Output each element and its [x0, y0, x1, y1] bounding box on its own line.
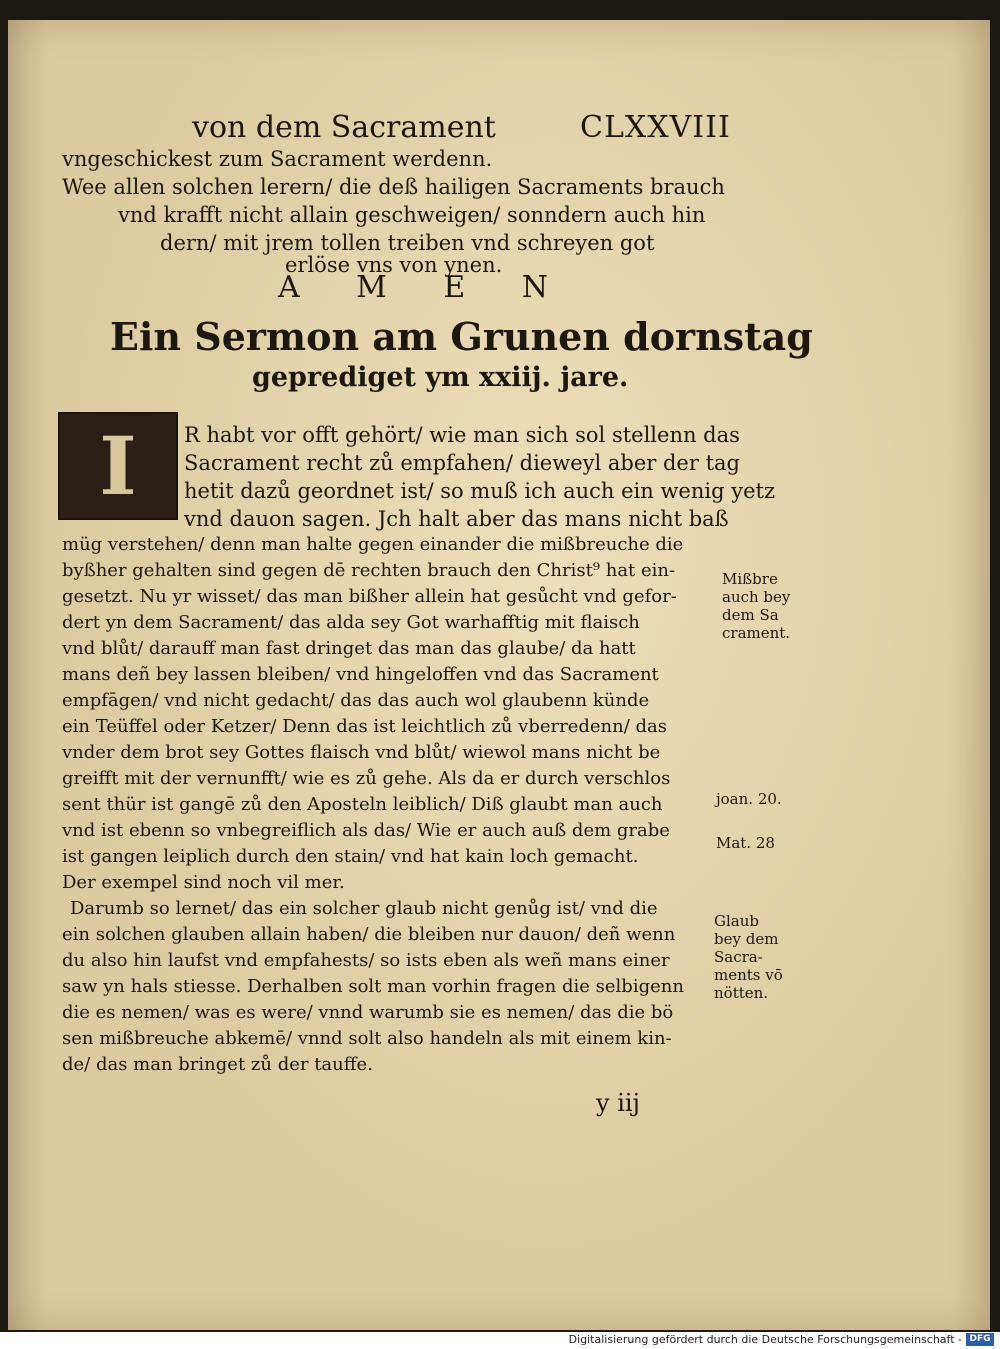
margin-note-line: crament. [722, 624, 791, 642]
folio-number: CLXXVIII [580, 110, 731, 145]
amen-letter: M [356, 270, 387, 305]
text-line: mans deñ bey lassen bleiben/ vnd hingeloffen vnd das Sacrament [62, 664, 659, 685]
amen-letter: N [521, 270, 548, 305]
margin-note [716, 834, 775, 852]
text-line: du also hin laufst vnd empfahests/ so ists eben als weñ mans einer [62, 950, 670, 971]
text-line: de/ das man bringet zů der tauffe. [62, 1054, 373, 1075]
funding-credit: Digitalisierung gefördert durch die Deutsche Forschungsgemeinschaft - [568, 1333, 962, 1346]
margin-note-line: Mißbre [722, 570, 778, 588]
text-line: Wee allen solchen lerern/ die deß hailigen Sacraments brauch [62, 175, 725, 199]
margin-note-line: ments vō [714, 966, 783, 984]
text-line: ein Teüffel oder Ketzer/ Denn das ist leichtlich zů vberredenn/ das [62, 716, 667, 737]
signature-mark: y iij [596, 1089, 640, 1117]
text-line: Darumb so lernet/ das ein solcher glaub nicht genůg ist/ vnd die [70, 898, 658, 919]
text-line: dern/ mit jrem tollen treiben vnd schreyen got [160, 231, 655, 255]
decorated-initial [58, 412, 178, 520]
margin-note-line: auch bey [722, 588, 791, 606]
text-line: vnd blůt/ darauff man fast dringet das man das glaube/ da hatt [62, 638, 636, 659]
margin-note-line: dem Sa [722, 606, 779, 624]
footer-bar [0, 1332, 1000, 1349]
text-line: R habt vor offt gehört/ wie man sich sol stellenn das [184, 423, 740, 447]
text-line: empfāgen/ vnd nicht gedacht/ das das auch wol glaubenn künde [62, 690, 650, 711]
text-line: erlöse vns von ynen. [285, 253, 503, 277]
text-line: saw yn hals stiesse. Derhalben solt man vorhin fragen die selbigenn [62, 976, 684, 997]
sermon-title: Ein Sermon am Grunen dornstag [110, 314, 813, 359]
amen-line [278, 270, 548, 306]
text-line: die es nemen/ was es were/ vnnd warumb sie es nemen/ das die bö [62, 1002, 674, 1023]
amen-letter: E [443, 270, 466, 305]
margin-note [716, 790, 782, 808]
running-title: von dem Sacrament [192, 110, 496, 145]
margin-note [722, 570, 790, 642]
amen-letter: A [278, 270, 300, 305]
text-line: vnd dauon sagen. Jch halt aber das mans nicht baß [184, 507, 729, 531]
text-line: Der exempel sind noch vil mer. [62, 872, 345, 893]
sermon-subtitle: geprediget ym xxiij. jare. [252, 362, 629, 393]
text-line: müg verstehen/ denn man halte gegen einander die mißbreuche die [62, 534, 684, 555]
margin-note-line: Glaub [714, 912, 759, 930]
margin-note-line: joan. 20. [716, 790, 782, 808]
margin-note [714, 912, 783, 1002]
text-line: vnd ist ebenn so vnbegreiflich als das/ Wie er auch auß dem grabe [62, 820, 670, 841]
margin-note-line: Mat. 28 [716, 834, 775, 852]
text-line: vngeschickest zum Sacrament werdenn. [62, 147, 493, 171]
text-line: sen mißbreuche abkemē/ vnnd solt also handeln als mit einem kin- [62, 1028, 672, 1049]
text-line: vnd krafft nicht allain geschweigen/ sonndern auch hin [118, 203, 706, 227]
text-line: byßher gehalten sind gegen dē rechten brauch den Christ⁹ hat ein- [62, 560, 676, 581]
text-line: ist gangen leiplich durch den stain/ vnd hat kain loch gemacht. [62, 846, 639, 867]
margin-note-line: Sacra- [714, 948, 763, 966]
text-line: sent thür ist gangē zů den Aposteln leiblich/ Diß glaubt man auch [62, 794, 663, 815]
margin-note-line: nötten. [714, 984, 769, 1002]
text-line: hetit dazů geordnet ist/ so muß ich auch ein wenig yetz [184, 479, 776, 503]
text-line: ein solchen glauben allain haben/ die bleiben nur dauon/ deñ wenn [62, 924, 676, 945]
text-line: dert yn dem Sacrament/ das alda sey Got warhafftig mit flaisch [62, 612, 640, 633]
initial-letter: I [99, 419, 137, 513]
dfg-logo-icon: DFG [966, 1333, 994, 1346]
text-line: greifft mit der vernunfft/ wie es zů gehe. Als da er durch verschlos [62, 768, 671, 789]
text-line: vnder dem brot sey Gottes flaisch vnd blůt/ wiewol mans nicht be [62, 742, 661, 763]
text-line: gesetzt. Nu yr wisset/ das man bißher allein hat gesůcht vnd gefor- [62, 586, 677, 607]
margin-note-line: bey dem [714, 930, 779, 948]
text-line: Sacrament recht zů empfahen/ dieweyl aber der tag [184, 451, 740, 475]
